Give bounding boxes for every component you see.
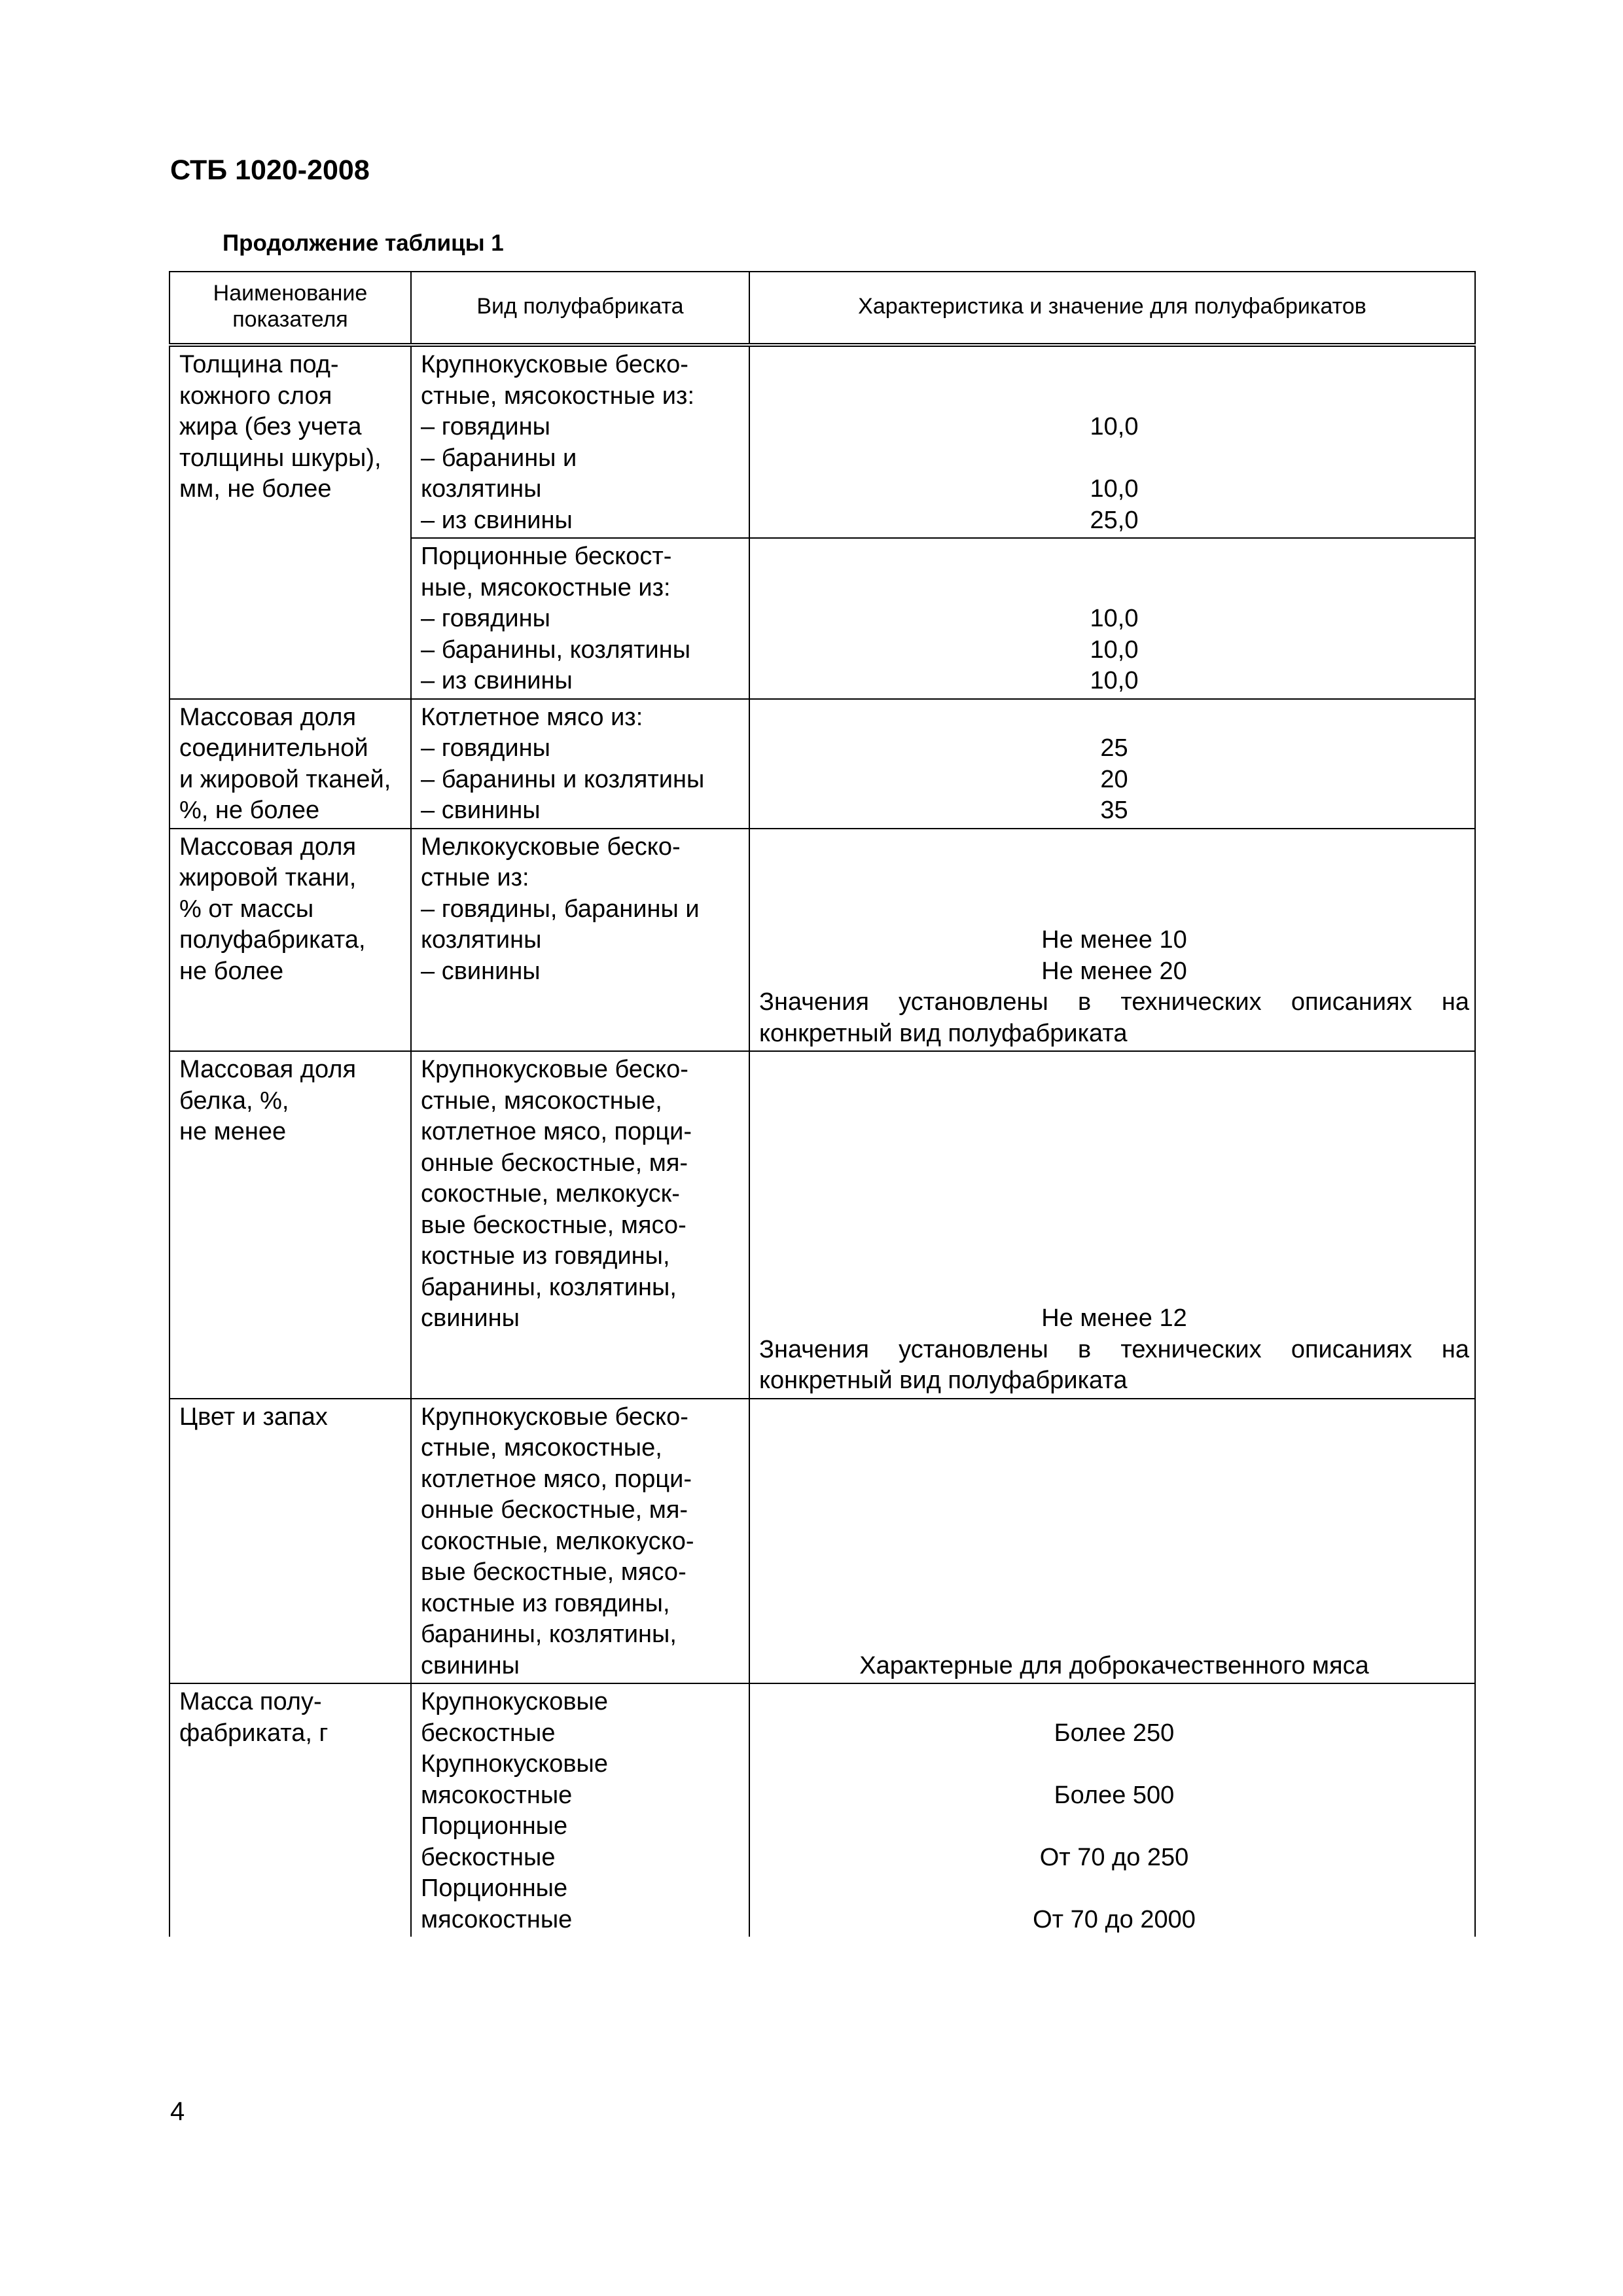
product-type-line: Порционные бескост- [421, 543, 672, 570]
characteristic-cell [749, 1683, 1475, 1937]
characteristic-value: От 70 до 2000 [1033, 1905, 1196, 1933]
product-type-line: мясокостные [421, 1905, 573, 1933]
product-type-line: стные, мясокостные, [421, 1086, 662, 1115]
product-type-cell [411, 345, 749, 538]
indicator-line: не менее [179, 1118, 287, 1145]
characteristic-value: 25,0 [1090, 506, 1139, 534]
characteristic-value: Не менее 12 [1041, 1304, 1187, 1332]
characteristic-cell [749, 1051, 1475, 1399]
product-type-line: – свинины [421, 957, 541, 985]
indicator-line: соединительной [179, 734, 368, 762]
product-type-line: – говядины [421, 413, 550, 440]
characteristic-cell [749, 829, 1475, 1052]
product-type-line: – из свинины [421, 667, 573, 694]
product-type-line: мясокостные [421, 1781, 573, 1809]
characteristic-value: 20 [1100, 765, 1128, 793]
product-type-line: свинины [421, 1304, 520, 1332]
characteristic-value [759, 1148, 1469, 1179]
characteristic-value: Более 250 [1054, 1719, 1175, 1747]
indicator-line: Массовая доля [179, 703, 357, 731]
indicator-line: % от массы [179, 895, 314, 923]
characteristic-value [759, 863, 1469, 894]
indicators-table [169, 271, 1476, 1937]
characteristic-note: Значения установлены в технических описаниях на конкретный вид полуфабриката [759, 988, 1469, 1047]
product-type-cell [411, 1399, 749, 1684]
product-type-cell [411, 1683, 749, 1937]
characteristic-value [759, 1588, 1469, 1620]
characteristic-value: Не менее 20 [1041, 957, 1187, 985]
product-type-line: свинины [421, 1651, 520, 1679]
characteristic-value [759, 1687, 1469, 1718]
product-type-line: сокостные, мелкокуско- [421, 1527, 694, 1555]
characteristic-value [759, 1526, 1469, 1558]
characteristic-value [759, 1086, 1469, 1117]
product-type-cell [411, 829, 749, 1052]
product-type-line: баранины, козлятины, [421, 1621, 677, 1648]
table-row [169, 1399, 1475, 1684]
indicator-cell [169, 1683, 411, 1937]
product-type-line: Порционные [421, 1812, 568, 1840]
product-type-line: Порционные [421, 1874, 568, 1902]
characteristic-value [759, 1464, 1469, 1496]
characteristic-value [759, 443, 1469, 475]
characteristic-cell [749, 699, 1475, 829]
indicator-line: мм, не более [179, 475, 332, 503]
product-type-line: козлятины [421, 475, 542, 503]
characteristic-value [759, 1117, 1469, 1148]
product-type-line: онные бескостные, мя- [421, 1496, 688, 1524]
indicator-cell [169, 1399, 411, 1684]
indicator-line: фабриката, г [179, 1719, 329, 1747]
indicator-cell [169, 829, 411, 1052]
product-type-line: вые бескостные, мясо- [421, 1211, 687, 1239]
table-row [169, 345, 1475, 538]
indicator-cell [169, 1051, 411, 1399]
characteristic-value [759, 1749, 1469, 1780]
characteristic-value [759, 1495, 1469, 1526]
characteristic-value [759, 894, 1469, 925]
characteristic-value [759, 1210, 1469, 1242]
characteristic-value [759, 1272, 1469, 1304]
product-type-line: сокостные, мелкокуск- [421, 1180, 680, 1208]
characteristic-value: Характерные для доброкачественного мяса [859, 1651, 1369, 1679]
characteristic-value: Не менее 10 [1041, 926, 1187, 954]
characteristic-value: 10,0 [1090, 667, 1139, 694]
table-row [169, 829, 1475, 1052]
characteristic-value [759, 1241, 1469, 1272]
product-type-line: онные бескостные, мя- [421, 1149, 688, 1177]
product-type-line: Котлетное мясо из: [421, 703, 643, 731]
indicator-line: %, не более [179, 797, 320, 824]
table-row [169, 699, 1475, 829]
column-header-product-type: Вид полуфабриката [411, 272, 749, 345]
characteristic-value [759, 1811, 1469, 1842]
table-row [169, 1051, 1475, 1399]
product-type-line: – говядины, баранины и [421, 895, 700, 923]
indicator-line: жировой ткани, [179, 864, 357, 891]
indicator-line: жира (без учета [179, 413, 362, 440]
product-type-line: баранины, козлятины, [421, 1273, 677, 1301]
characteristic-value: 10,0 [1090, 636, 1139, 664]
table-body [169, 345, 1475, 1937]
characteristic-value: Более 500 [1054, 1781, 1175, 1809]
document-code: СТБ 1020-2008 [170, 154, 370, 186]
characteristic-value [759, 1619, 1469, 1651]
characteristic-value [759, 573, 1469, 604]
characteristic-value: 10,0 [1090, 605, 1139, 632]
product-type-line: бескостные [421, 1843, 556, 1871]
indicator-line: толщины шкуры), [179, 444, 382, 472]
characteristic-value: 10,0 [1090, 413, 1139, 440]
characteristic-value: 35 [1100, 797, 1128, 824]
indicator-line: полуфабриката, [179, 926, 366, 954]
indicator-cell [169, 699, 411, 829]
product-type-line: – баранины, козлятины [421, 636, 691, 664]
characteristic-value [759, 541, 1469, 573]
product-type-line: – говядины [421, 734, 550, 762]
product-type-line: козлятины [421, 926, 542, 954]
product-type-line: костные из говядины, [421, 1589, 670, 1617]
product-type-line: Мелкокусковые беско- [421, 833, 681, 861]
table-caption: Продолжение таблицы 1 [223, 230, 504, 256]
indicator-line: Массовая доля [179, 833, 357, 861]
column-header-characteristic: Характеристика и значение для полуфабрикатов [749, 272, 1475, 345]
characteristic-value [759, 832, 1469, 863]
characteristic-value [759, 1402, 1469, 1433]
table-row [169, 1683, 1475, 1937]
indicator-line: не более [179, 957, 284, 985]
product-type-line: – баранины и [421, 444, 577, 472]
characteristic-value [759, 1054, 1469, 1086]
product-type-line: стные, мясокостные из: [421, 382, 694, 410]
characteristic-value [759, 381, 1469, 412]
characteristic-cell [749, 345, 1475, 538]
indicator-line: и жировой тканей, [179, 765, 391, 793]
product-type-line: – из свинины [421, 506, 573, 534]
indicator-line: Массовая доля [179, 1056, 357, 1083]
characteristic-value: От 70 до 250 [1039, 1843, 1189, 1871]
column-header-indicator: Наименование показателя [169, 272, 411, 345]
characteristic-value [759, 1873, 1469, 1905]
product-type-line: стные из: [421, 864, 529, 891]
characteristic-note: Значения установлены в технических описаниях на конкретный вид полуфабриката [759, 1335, 1469, 1394]
indicator-cell [169, 345, 411, 699]
product-type-line: Крупнокусковые беско- [421, 351, 688, 378]
product-type-line: Крупнокусковые [421, 1750, 608, 1778]
product-type-line: костные из говядины, [421, 1242, 670, 1270]
indicator-line: Масса полу- [179, 1688, 322, 1715]
product-type-line: Крупнокусковые беско- [421, 1403, 688, 1431]
characteristic-cell [749, 538, 1475, 699]
characteristic-value [759, 1557, 1469, 1588]
page-number: 4 [170, 2097, 185, 2126]
product-type-cell [411, 699, 749, 829]
characteristic-cell [749, 1399, 1475, 1684]
characteristic-value [759, 350, 1469, 381]
product-type-cell [411, 1051, 749, 1399]
product-type-cell [411, 538, 749, 699]
indicator-line: Цвет и запах [179, 1403, 328, 1431]
indicator-line: Толщина под- [179, 351, 339, 378]
characteristic-value: 10,0 [1090, 475, 1139, 503]
product-type-line: вые бескостные, мясо- [421, 1558, 687, 1586]
characteristic-value [759, 1433, 1469, 1464]
product-type-line: бескостные [421, 1719, 556, 1747]
product-type-line: – говядины [421, 605, 550, 632]
product-type-line: ные, мясокостные из: [421, 573, 671, 601]
characteristic-value: 25 [1100, 734, 1128, 762]
product-type-line: котлетное мясо, порци- [421, 1465, 692, 1493]
indicator-line: кожного слоя [179, 382, 332, 410]
table-header-row [169, 272, 1475, 345]
product-type-line: котлетное мясо, порци- [421, 1118, 692, 1145]
product-type-line: Крупнокусковые беско- [421, 1056, 688, 1083]
product-type-line: – свинины [421, 797, 541, 824]
indicator-line: белка, %, [179, 1086, 289, 1115]
product-type-line: Крупнокусковые [421, 1688, 608, 1715]
product-type-line: стные, мясокостные, [421, 1434, 662, 1462]
characteristic-value [759, 702, 1469, 734]
product-type-line: – баранины и козлятины [421, 765, 705, 793]
characteristic-value [759, 1179, 1469, 1210]
